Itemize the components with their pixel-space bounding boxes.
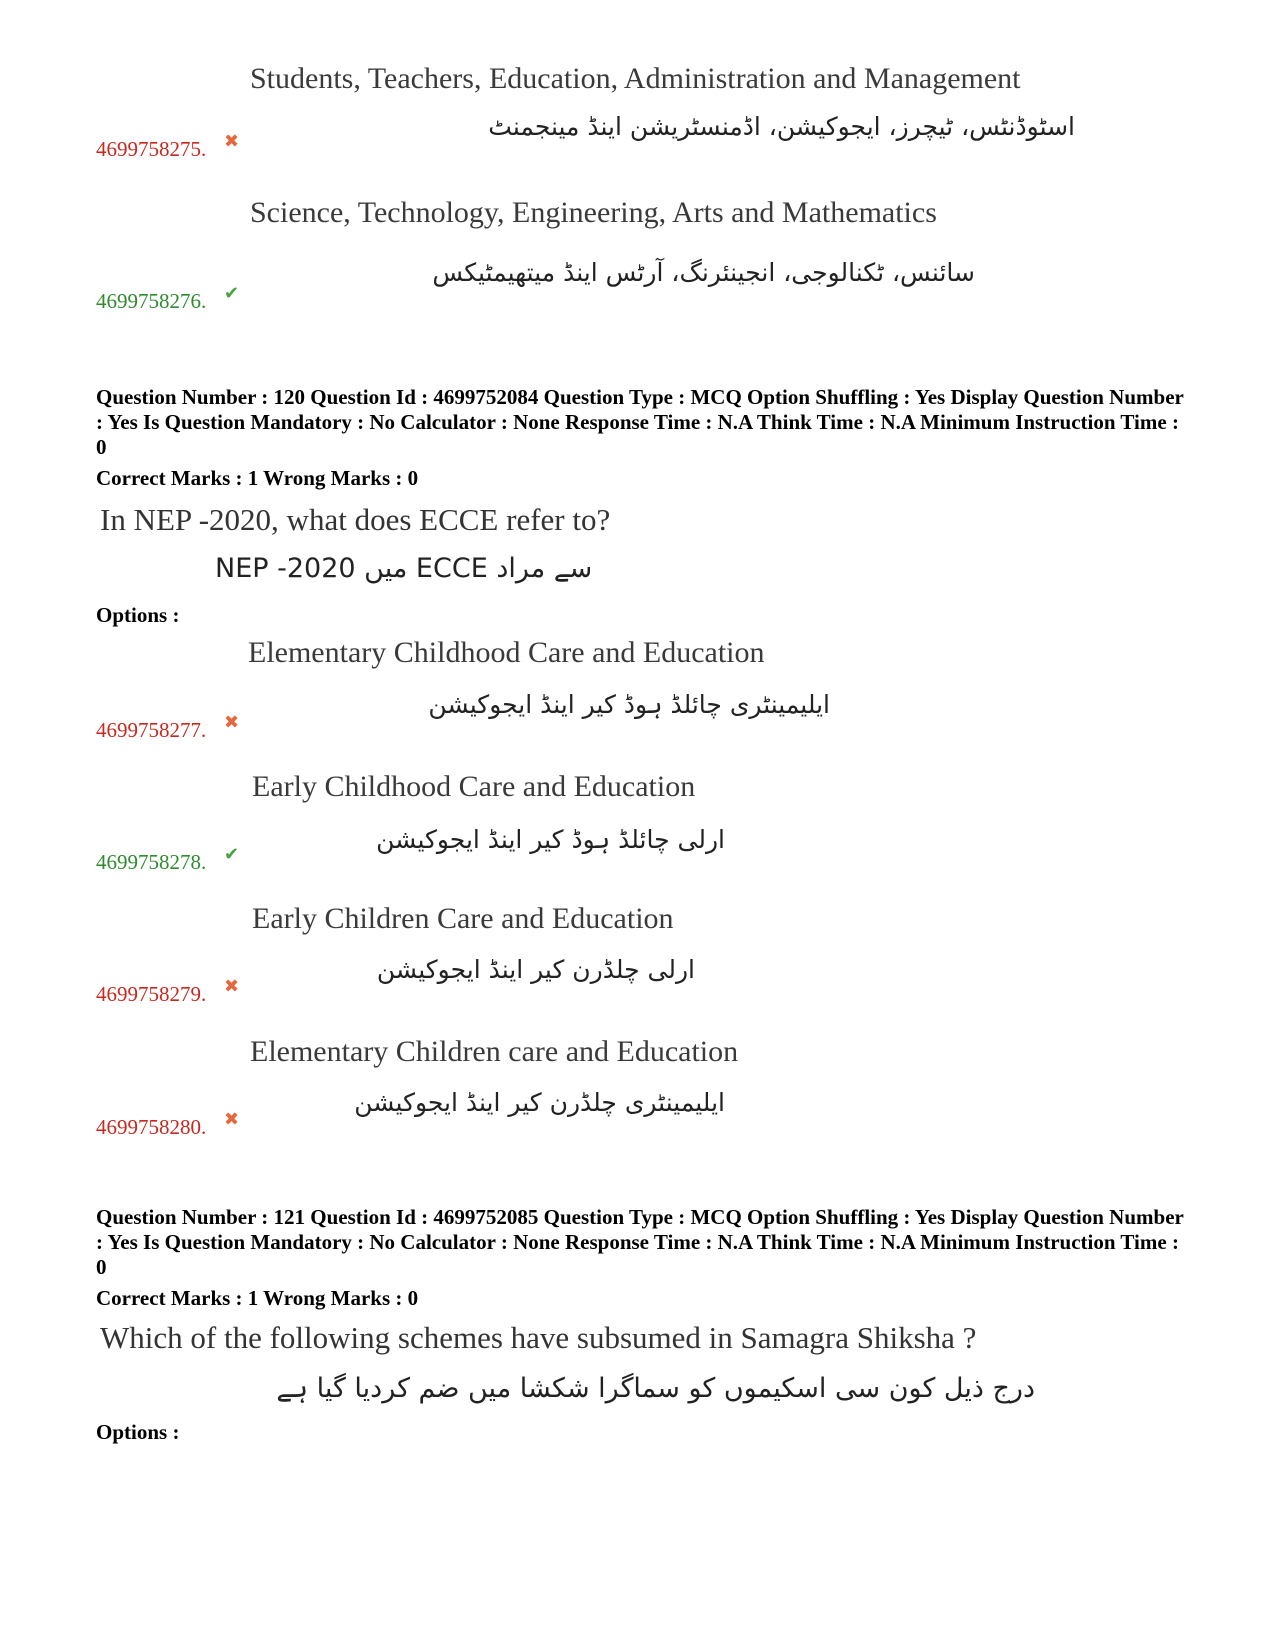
option-id-text: 4699758280. [96, 1115, 207, 1139]
option-text-en: Early Childhood Care and Education [252, 770, 696, 803]
option-id [96, 712, 240, 743]
option-text-ur: اسٹوڈنٹس، ٹیچرز، ایجوکیشن، اڈمنسٹریشن اینڈ مینجمنٹ [488, 112, 1075, 141]
option-text-ur: ارلی چلڈرن کیر اینڈ ایجوکیشن [376, 955, 695, 984]
question-text-ur: درج ذیل کون سی اسکیموں کو سماگرا شکشا میں ضم کردیا گیا ہے [276, 1373, 1035, 1404]
option-id [96, 976, 240, 1007]
question-text-en: In NEP -2020, what does ECCE refer to? [100, 502, 611, 537]
option-text-ur: ایلیمینٹری چلڈرن کیر اینڈ ایجوکیشن [354, 1088, 725, 1117]
check-mark-icon: ✔ [224, 283, 240, 304]
option-id-text: 4699758277. [96, 718, 207, 742]
option-text-en: Early Children Care and Education [252, 902, 674, 935]
question-text-en: Which of the following schemes have subsumed in Samagra Shiksha ? [100, 1320, 977, 1355]
wrong-mark-icon: ✖ [224, 1109, 240, 1130]
option-id [96, 844, 240, 875]
option-id-text: 4699758276. [96, 289, 207, 313]
options-label: Options : [96, 603, 180, 627]
option-text-ur: سائنس، ٹکنالوجی، انجینئرنگ، آرٹس اینڈ میتھیمٹیکس [432, 258, 975, 287]
option-text-en: Students, Teachers, Education, Administration and Management [250, 62, 1021, 95]
wrong-mark-icon: ✖ [224, 712, 240, 733]
option-text-en: Science, Technology, Engineering, Arts and Mathematics [250, 196, 937, 229]
option-id [96, 1109, 240, 1140]
question-text-ur: NEP -2020 میں ECCE سے مراد [215, 553, 593, 584]
option-text-ur: ارلی چائلڈ ہوڈ کیر اینڈ ایجوکیشن [376, 825, 725, 854]
marks-info: Correct Marks : 1 Wrong Marks : 0 [96, 1286, 419, 1310]
check-mark-icon: ✔ [224, 844, 240, 865]
option-text-ur: ایلیمینٹری چائلڈ ہوڈ کیر اینڈ ایجوکیشن [428, 690, 830, 719]
option-text-en: Elementary Children care and Education [250, 1035, 739, 1068]
wrong-mark-icon: ✖ [224, 131, 240, 152]
option-id-text: 4699758278. [96, 850, 207, 874]
question-meta: Question Number : 121 Question Id : 4699752085 Question Type : MCQ Option Shuffling : Yes Display Question Number : Yes Is Question Mandatory : No Calculator : None Response Time : N.A Think Time : N.A Minimum Instruction Time : 0 [96, 1205, 1184, 1279]
options-label: Options : [96, 1420, 180, 1444]
option-id [96, 283, 240, 314]
question-meta: Question Number : 120 Question Id : 4699752084 Question Type : MCQ Option Shuffling : Yes Display Question Number : Yes Is Question Mandatory : No Calculator : None Response Time : N.A Think Time : N.A Minimum Instruction Time : 0 [96, 385, 1184, 459]
marks-info: Correct Marks : 1 Wrong Marks : 0 [96, 466, 419, 490]
option-text-en: Elementary Childhood Care and Education [248, 636, 765, 669]
option-id-text: 4699758275. [96, 137, 207, 161]
option-id [96, 131, 240, 162]
wrong-mark-icon: ✖ [224, 976, 240, 997]
option-id-text: 4699758279. [96, 982, 207, 1006]
